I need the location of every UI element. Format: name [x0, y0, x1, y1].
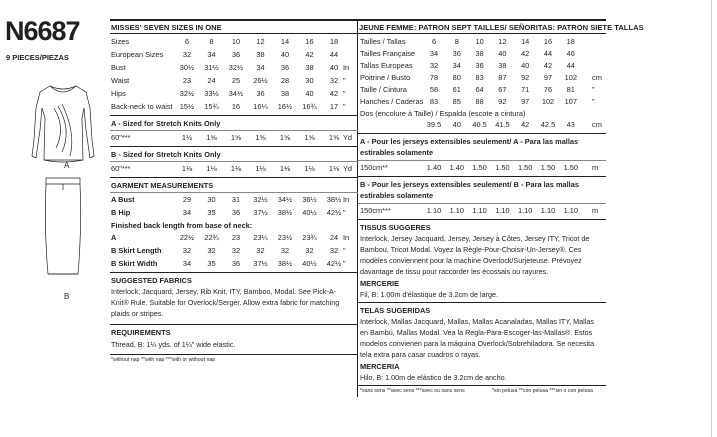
- size-value: 38: [498, 61, 507, 70]
- size-value: 31½: [204, 63, 219, 72]
- size-value: 26½: [253, 76, 268, 85]
- view-label-a: A: [64, 161, 70, 170]
- unit-label: ": [343, 76, 346, 85]
- size-value: 38½: [326, 195, 342, 204]
- size-value: 1⅛: [304, 164, 315, 173]
- back-length-row: [111, 258, 355, 270]
- row-label: 150cm***: [360, 206, 391, 215]
- size-value: 24: [329, 233, 339, 242]
- size-value: 32½: [228, 63, 244, 72]
- section-rule: [110, 354, 358, 355]
- telas-sugeridas-text: Interlock, Mallas Jacquard, Mallas, Mallas Acanaladas, Mallas ITY, Mallas en Bambú, Mallas Modal. Vea la Regla-Para-Escoger-las-Mallas®. Estos modelos convienen para la máquina Overlock/Sobrehiladora. Se necesita tela extra para casar cuadros o rayas.: [360, 317, 595, 359]
- size-value: 42: [521, 120, 530, 129]
- merceria-text: Hilo, B: 1.00m de elástico de 3.2cm de ancho.: [360, 373, 507, 382]
- size-value: 36: [256, 89, 265, 98]
- size-value: 23: [231, 233, 241, 242]
- size-value: 1⅝: [279, 133, 291, 142]
- size-value: 6: [184, 37, 190, 46]
- suggested-fabrics-title: SUGGESTED FABRICS: [111, 276, 192, 285]
- mercerie-text: Fil, B: 1.00m d'élastique de 3.2cm de large.: [360, 290, 499, 299]
- row-label: Bust: [111, 63, 126, 72]
- row-label: 60"***: [111, 164, 131, 173]
- size-value: 32½: [253, 195, 268, 204]
- pattern-number: N6687: [5, 16, 80, 46]
- back-length-row: [111, 245, 355, 257]
- size-value: 40: [498, 49, 507, 58]
- size-value: 37½: [253, 208, 268, 217]
- unit-label: In: [343, 233, 350, 242]
- size-value: 1⅛: [181, 164, 193, 173]
- dos-measure-row: [360, 119, 606, 131]
- thin-rule: [110, 192, 358, 193]
- size-value: 38½: [277, 208, 293, 217]
- section-rule: [110, 177, 358, 178]
- size-value: 38½: [277, 259, 293, 268]
- size-value: 40½: [302, 259, 317, 268]
- size-value: 32: [231, 246, 241, 255]
- size-value: 67: [498, 85, 507, 94]
- size-value: 32: [329, 76, 339, 85]
- size-value: 35: [207, 208, 216, 217]
- size-value: 28: [280, 76, 290, 85]
- size-value: 8: [454, 37, 459, 46]
- fr-view-b-yardage-row: [360, 205, 606, 217]
- french-spanish-size-header: JEUNE FEMME: PATRON SEPT TAILLES/ SEÑORITAS: PATRON SIETE TALLAS: [359, 23, 644, 32]
- english-footnote: *without nap **with nap ***with or without nap: [111, 357, 216, 363]
- size-value: 1⅛: [230, 164, 242, 173]
- size-value: 40: [521, 61, 530, 70]
- piece-count: 9 PIECES/PIEZAS: [6, 53, 69, 62]
- row-label: B Skirt Width: [111, 259, 158, 268]
- suggested-fabrics-text: Interlock, Jacquard, Jersey, Rib Knit, ITY, Bamboo, Modal. See Pick-A-Knit® Rule. Suitable for Overlock/Serger. Allow extra fabric for matching plaids or stripes.: [111, 287, 340, 318]
- size-value: 30½: [179, 63, 195, 72]
- size-value: 34: [207, 50, 216, 59]
- size-value: 1.10: [563, 206, 578, 215]
- size-value: 34: [452, 61, 461, 70]
- tissus-suggeres-title: TISSUS SUGGERES: [360, 223, 431, 232]
- unit-label: ": [343, 89, 346, 98]
- size-value: 15¾: [204, 102, 219, 111]
- garment-measurements-title: GARMENT MEASUREMENTS: [111, 181, 214, 190]
- row-label: Back-neck to waist: [111, 102, 173, 111]
- fr-size-row: [360, 60, 606, 72]
- size-value: 44: [329, 50, 339, 59]
- size-value: 18: [566, 37, 575, 46]
- garment-measurement-row: [111, 207, 355, 219]
- size-value: 8: [209, 37, 214, 46]
- size-value: 14: [521, 37, 530, 46]
- view-b-yardage-title: B - Sized for Stretch Knits Only: [111, 150, 221, 159]
- fr-thin-rule: [358, 203, 606, 204]
- size-value: 23: [182, 76, 192, 85]
- row-label: Hanches / Caderas: [360, 97, 424, 106]
- size-value: 81: [566, 85, 575, 94]
- size-value: 23¼: [253, 233, 268, 242]
- size-value: 40: [329, 63, 339, 72]
- spanish-footnote: *sin pelusa **con pelusa ***sin o con pelusa: [492, 388, 593, 394]
- size-value: 61: [452, 85, 461, 94]
- row-label: B Skirt Length: [111, 246, 162, 255]
- garment-measurement-row: [111, 194, 355, 206]
- fr-section-rule: [358, 302, 606, 303]
- size-value: 41.5: [495, 120, 510, 129]
- body-measurement-row: [111, 62, 355, 74]
- size-value: 34: [182, 208, 192, 217]
- size-value: 42.5: [540, 120, 556, 129]
- size-value: 18: [329, 37, 339, 46]
- skirt-view-b-drawing: [45, 178, 80, 274]
- thin-rule: [110, 130, 358, 131]
- size-value: 38: [305, 63, 314, 72]
- size-value: 10: [475, 37, 484, 46]
- english-size-header: MISSES' SEVEN SIZES IN ONE: [111, 23, 222, 32]
- size-value: 92: [521, 73, 530, 82]
- size-value: 37½: [253, 259, 268, 268]
- size-value: 78: [429, 73, 439, 82]
- view-a-yardage-row: [111, 132, 355, 144]
- size-value: 32: [182, 50, 192, 59]
- fr-thin-rule: [358, 160, 606, 161]
- size-value: 32: [429, 61, 439, 70]
- size-value: 1.10: [449, 206, 464, 215]
- view-label-b: B: [64, 292, 70, 301]
- size-value: 44: [566, 61, 575, 70]
- size-value: 16: [305, 37, 314, 46]
- unit-label: ": [592, 97, 595, 106]
- size-value: 39.5: [426, 120, 442, 129]
- size-value: 1⅛: [279, 164, 291, 173]
- tissus-suggeres-text: Interlock, Jersey Jacquard, Jersey, Jersey à Côtes, Jersey ITY, Tricot de Bambou, Tricot Modal. Voyez la Règle-Pour-Choisir-Un-Jersey®. Ces modèles conviennent pour la machine Overlock/Surjeteuse. Prévoyez davantage de tissu pour raccorder les écossais ou rayures.: [360, 234, 590, 276]
- row-label: B Hip: [111, 208, 131, 217]
- body-measurement-row: [111, 101, 355, 113]
- size-value: 36: [231, 259, 241, 268]
- size-value: 40.5: [472, 120, 487, 129]
- row-label: Tailles Française: [360, 49, 416, 58]
- size-value: 25: [231, 76, 241, 85]
- size-value: 92: [498, 97, 507, 106]
- size-value: 1.10: [495, 206, 510, 215]
- size-value: 1.50: [495, 163, 510, 172]
- size-value: 58: [429, 85, 439, 94]
- fr-size-row: [360, 96, 606, 108]
- size-value: 23¾: [302, 233, 317, 242]
- section-rule: [110, 272, 358, 273]
- size-value: 1⅝: [230, 133, 242, 142]
- unit-label: cm: [592, 73, 602, 82]
- size-value: 42: [543, 61, 553, 70]
- size-value: 107: [564, 97, 577, 106]
- size-value: 1.40: [449, 163, 464, 172]
- size-value: 36: [231, 50, 241, 59]
- size-value: 22¾: [204, 233, 219, 242]
- size-value: 34½: [228, 89, 244, 98]
- unit-label: ": [592, 85, 595, 94]
- size-value: 1⅝: [255, 133, 266, 142]
- thin-rule: [110, 161, 358, 162]
- page-edge-rule: [711, 0, 712, 437]
- row-label: Poitrine / Busto: [360, 73, 411, 82]
- view-a-yardage-title: A - Sized for Stretch Knits Only: [111, 119, 221, 128]
- body-measurement-row: [111, 75, 355, 87]
- fr-view-a-yardage-title: A - Pour les jerseys extensibles seulement/ A - Para las mallas estirables solamente: [360, 137, 579, 157]
- size-value: 36: [231, 208, 241, 217]
- size-value: 34½: [277, 195, 293, 204]
- size-value: 83: [475, 73, 484, 82]
- unit-label: cm: [592, 120, 602, 129]
- size-value: 80: [452, 73, 461, 82]
- size-value: 1⅛: [255, 164, 266, 173]
- european-size-row: [111, 49, 355, 61]
- garment-line-drawings: [28, 78, 98, 288]
- size-value: 24: [207, 76, 216, 85]
- size-value: 42: [329, 89, 339, 98]
- fr-size-row: [360, 72, 606, 84]
- size-value: 32: [207, 246, 216, 255]
- body-measurement-row: [111, 88, 355, 100]
- size-value: 1.10: [540, 206, 556, 215]
- row-label: European Sizes: [111, 50, 164, 59]
- size-value: 35: [207, 259, 216, 268]
- size-value: 44: [543, 49, 553, 58]
- section-rule: [110, 115, 358, 116]
- row-label: Tallas Europeas: [360, 61, 413, 70]
- size-value: 16¾: [302, 102, 317, 111]
- size-value: 88: [475, 97, 484, 106]
- row-label: Taille / Cintura: [360, 85, 407, 94]
- size-value: 71: [521, 85, 530, 94]
- size-value: 34: [182, 259, 192, 268]
- size-value: 42½: [326, 208, 342, 217]
- size-value: 1.50: [472, 163, 487, 172]
- size-value: 30: [207, 195, 216, 204]
- fr-size-row: [360, 36, 606, 48]
- size-value: 22½: [179, 233, 195, 242]
- unit-label: ": [343, 246, 346, 255]
- fr-size-row: [360, 48, 606, 60]
- size-value: 83: [429, 97, 439, 106]
- view-b-yardage-row: [111, 163, 355, 175]
- size-value: 36½: [302, 195, 317, 204]
- unit-label: m: [592, 163, 599, 172]
- unit-label: m: [592, 206, 599, 215]
- size-value: 40: [452, 120, 461, 129]
- size-value: 46: [566, 49, 575, 58]
- size-value: 32: [329, 246, 339, 255]
- requirements-text: Thread, B: 1¼ yds. of 1¼" wide elastic.: [111, 340, 236, 349]
- size-value: 14: [280, 37, 290, 46]
- french-footnote: *sans sens **avec sens ***avec ou sans sens: [360, 388, 465, 394]
- row-label: A Bust: [111, 195, 135, 204]
- header-rule-top: [110, 19, 358, 21]
- requirements-title: REQUIREMENTS: [111, 328, 171, 337]
- size-value: 1⅝: [328, 133, 340, 142]
- size-value: 30: [305, 76, 314, 85]
- size-value: 15½: [179, 102, 195, 111]
- size-value: 97: [521, 97, 530, 106]
- back-length-title: Finished back length from base of neck:: [111, 221, 253, 230]
- size-value: 34: [256, 63, 265, 72]
- size-value: 32: [182, 246, 192, 255]
- size-value: 38: [256, 50, 265, 59]
- size-value: 32: [256, 246, 265, 255]
- size-value: 1.10: [517, 206, 533, 215]
- fr-section-rule: [358, 133, 606, 134]
- size-value: 34: [429, 49, 439, 58]
- telas-sugeridas-title: TELAS SUGERIDAS: [360, 306, 431, 315]
- row-label: 150cm**: [360, 163, 388, 172]
- size-value: 1.40: [426, 163, 442, 172]
- column-divider: [357, 19, 358, 397]
- size-value: 1⅛: [328, 164, 340, 173]
- back-length-row: [111, 232, 355, 244]
- size-value: 36: [475, 61, 484, 70]
- row-label: Waist: [111, 76, 130, 85]
- size-value: 42: [305, 50, 314, 59]
- merceria-title: MERCERIA: [360, 362, 400, 371]
- size-value: 87: [498, 73, 507, 82]
- size-value: 1.50: [517, 163, 533, 172]
- size-value: 36: [452, 49, 461, 58]
- size-value: 64: [475, 85, 484, 94]
- size-value: 33½: [204, 89, 219, 98]
- fr-size-row: [360, 84, 606, 96]
- unit-label: Yd: [343, 164, 353, 173]
- unit-label: In: [343, 195, 350, 204]
- size-value: 16¼: [253, 102, 268, 111]
- size-value: 12: [498, 37, 507, 46]
- size-row: [111, 36, 355, 48]
- fr-view-a-yardage-row: [360, 162, 606, 174]
- size-value: 102: [541, 97, 555, 106]
- fr-section-rule: [358, 176, 606, 177]
- section-rule: [110, 146, 358, 147]
- row-label: 60"***: [111, 133, 131, 142]
- size-value: 38: [475, 49, 484, 58]
- size-value: 32: [305, 246, 314, 255]
- size-value: 1⅛: [206, 164, 217, 173]
- dos-label: Dos (encolure à Taille) / Espalda (escote a cintura): [360, 109, 526, 118]
- size-value: 6: [431, 37, 437, 46]
- size-value: 23½: [277, 233, 293, 242]
- size-value: 1.10: [472, 206, 487, 215]
- size-value: 1.50: [563, 163, 578, 172]
- unit-label: ": [343, 102, 346, 111]
- fr-header-rule-bottom: [358, 33, 606, 34]
- fr-view-b-yardage-title: B - Pour les jerseys extensibles seulement/ B - Para las mallas estirables solamente: [360, 180, 579, 200]
- size-value: 42½: [326, 259, 342, 268]
- size-value: 36: [280, 63, 290, 72]
- size-value: 43: [566, 120, 575, 129]
- size-value: 12: [256, 37, 265, 46]
- size-value: 29: [182, 195, 192, 204]
- size-value: 1⅝: [304, 133, 315, 142]
- size-value: 40½: [302, 208, 317, 217]
- size-value: 1½: [181, 133, 193, 142]
- row-label: A: [111, 233, 117, 242]
- size-value: 40: [305, 89, 314, 98]
- size-value: 102: [564, 73, 577, 82]
- row-label: Hips: [111, 89, 126, 98]
- unit-label: Yd: [343, 133, 353, 142]
- size-value: 16: [231, 102, 241, 111]
- size-value: 40: [280, 50, 290, 59]
- unit-label: In: [343, 63, 350, 72]
- fr-section-rule: [358, 219, 606, 220]
- size-value: 38: [280, 89, 290, 98]
- section-rule: [110, 324, 358, 325]
- size-value: 31: [231, 195, 241, 204]
- size-value: 85: [452, 97, 461, 106]
- size-value: 1.10: [426, 206, 442, 215]
- size-value: 42: [521, 49, 530, 58]
- size-value: 32½: [179, 89, 195, 98]
- size-value: 76: [543, 85, 553, 94]
- size-value: 1.50: [540, 163, 556, 172]
- row-label: Tailles / Tallas: [360, 37, 406, 46]
- size-value: 32: [280, 246, 290, 255]
- fr-section-rule: [358, 385, 606, 386]
- size-value: 10: [231, 37, 241, 46]
- unit-label: ": [343, 259, 346, 268]
- header-rule-bottom: [110, 33, 358, 34]
- unit-label: ": [343, 208, 346, 217]
- fr-header-rule-top: [358, 19, 606, 21]
- size-value: 16½: [277, 102, 293, 111]
- mercerie-title: MERCERIE: [360, 279, 400, 288]
- size-value: 17: [329, 102, 339, 111]
- size-value: 1⅝: [206, 133, 217, 142]
- row-label: Sizes: [111, 37, 130, 46]
- size-value: 97: [543, 73, 553, 82]
- top-view-a-drawing: [32, 86, 94, 162]
- size-value: 16: [543, 37, 553, 46]
